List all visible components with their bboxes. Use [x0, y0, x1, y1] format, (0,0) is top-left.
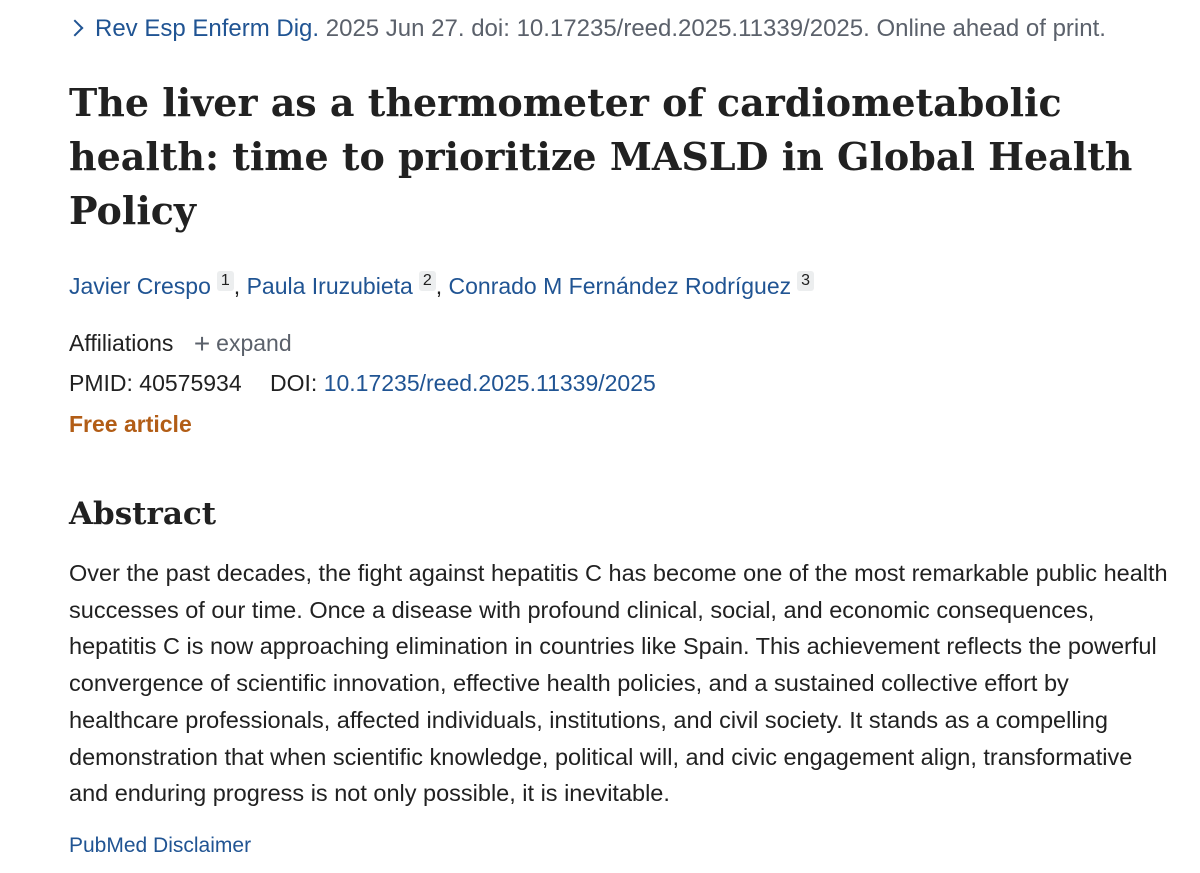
doi-link[interactable]: 10.17235/reed.2025.11339/2025 [323, 370, 656, 396]
plus-icon: + [193, 328, 211, 359]
affiliation-number[interactable]: 2 [419, 271, 436, 291]
author-link[interactable]: Javier Crespo [69, 273, 211, 299]
article-title: The liver as a thermometer of cardiometabolic health: time to prioritize MASLD in Global Health Policy [69, 80, 1133, 233]
affiliations-expand-button[interactable] [193, 328, 292, 359]
affiliation-number[interactable]: 3 [797, 271, 814, 291]
abstract-text: Over the past decades, the fight against hepatitis C has become one of the most remarkable public health successes of our time. Once a disease with profound clinical, social, and economic consequences, hepatitis C is now approaching elimination in countries like Spain. This achievement reflects the powerful convergence of scientific innovation, effective health policies, and a sustained collective effort by healthcare professionals, affected individuals, institutions, and civil society. It stands as a compelling demonstration that when scientific knowledge, political will, and civic engagement align, transformative and enduring progress is not only possible, it is inevitable. [69, 560, 1168, 807]
pmid-label: PMID: [69, 370, 133, 396]
citation-line [69, 14, 1106, 44]
abstract-heading: Abstract [69, 496, 217, 532]
citation-details: 2025 Jun 27. doi: 10.17235/reed.2025.11339/2025. Online ahead of print. [325, 15, 1106, 42]
chevron-right-icon[interactable] [67, 20, 84, 37]
author-separator: , [435, 273, 449, 299]
author-separator: , [233, 273, 247, 299]
free-article-badge: Free article [69, 411, 192, 437]
pubmed-disclaimer-link[interactable]: PubMed Disclaimer [69, 834, 252, 857]
journal-link[interactable]: Rev Esp Enferm Dig. [95, 15, 320, 42]
pmid-value: 40575934 [139, 370, 242, 396]
doi-label: DOI: [270, 370, 318, 396]
affiliation-number[interactable]: 1 [217, 271, 234, 291]
author-link[interactable]: Paula Iruzubieta [246, 273, 413, 299]
affiliations-row [69, 327, 292, 358]
expand-label: expand [216, 330, 292, 356]
identifiers-row [69, 368, 656, 398]
authors-list [69, 270, 814, 302]
affiliations-label: Affiliations [69, 330, 174, 356]
author-link[interactable]: Conrado M Fernández Rodríguez [448, 273, 792, 299]
